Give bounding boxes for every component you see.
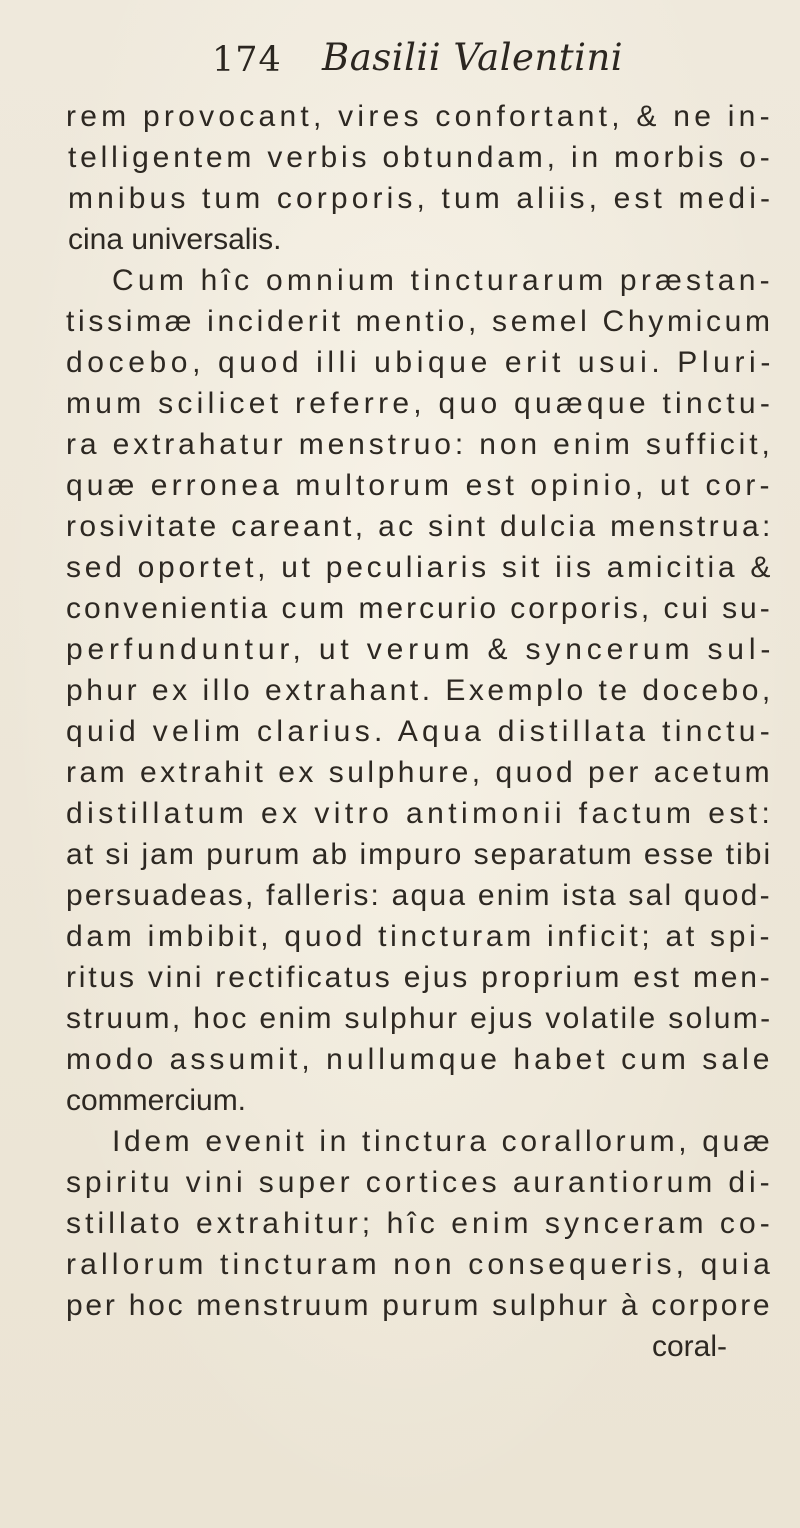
text-line: phur ex illo extrahant. Exemplo te docebo, <box>66 674 774 707</box>
text-line: stillato extrahitur; hîc enim synceram co- <box>66 1207 774 1240</box>
text-line: ram extrahit ex sulphure, quod per acetum <box>66 756 774 789</box>
page-number: 174 <box>212 40 282 80</box>
catchword: coral- <box>652 1330 728 1363</box>
page-header <box>0 32 800 92</box>
text-line: rallorum tincturam non consequeris, quia <box>66 1248 774 1281</box>
text-line: struum, hoc enim sulphur ejus volatile solum- <box>66 1002 773 1035</box>
text-line: modo assumit, nullumque habet cum sale <box>66 1043 774 1076</box>
text-line: quæ erronea multorum est opinio, ut cor- <box>66 469 774 502</box>
text-line: docebo, quod illi ubique erit usui. Pluri- <box>66 346 775 379</box>
text-line: mnibus tum corporis, tum aliis, est medi- <box>68 182 775 215</box>
text-line: tissimæ inciderit mentio, semel Chymicum <box>66 305 774 338</box>
text-line: rem provocant, vires confortant, & ne in- <box>66 100 774 133</box>
text-line: Cum hîc omnium tincturarum præstan- <box>112 264 774 297</box>
text-line: Idem evenit in tinctura corallorum, quæ <box>112 1125 774 1158</box>
text-line: ra extrahatur menstruo: non enim sufficit, <box>66 428 774 461</box>
text-line: sed oportet, ut peculiaris sit iis amicitia & <box>66 551 775 584</box>
text-line: at si jam purum ab impuro separatum esse tibi <box>66 838 773 871</box>
text-line: spiritu vini super cortices aurantiorum di- <box>66 1166 774 1199</box>
text-line: perfunduntur, ut verum & syncerum sul- <box>66 633 776 666</box>
text-line: mum scilicet referre, quo quæque tinctu- <box>66 387 775 420</box>
text-line: telligentem verbis obtundam, in morbis o- <box>68 141 774 174</box>
text-line: distillatum ex vitro antimonii factum est: <box>66 797 775 830</box>
text-line: quid velim clarius. Aqua distillata tinctu- <box>66 715 775 748</box>
text-line: rosivitate careant, ac sint dulcia menstrua: <box>66 510 774 543</box>
text-line: ritus vini rectificatus ejus proprium est men- <box>66 961 773 994</box>
running-head: Basilii Valentini <box>322 36 624 79</box>
text-line: dam imbibit, quod tincturam inficit; at spi- <box>66 920 774 953</box>
text-line: per hoc menstruum purum sulphur à corpore <box>66 1289 773 1322</box>
text-line: convenientia cum mercurio corporis, cui su- <box>66 592 773 625</box>
text-line: commercium. <box>66 1084 247 1117</box>
text-line: persuadeas, falleris: aqua enim ista sal quod- <box>66 879 772 912</box>
text-line: cina universalis. <box>68 223 282 256</box>
